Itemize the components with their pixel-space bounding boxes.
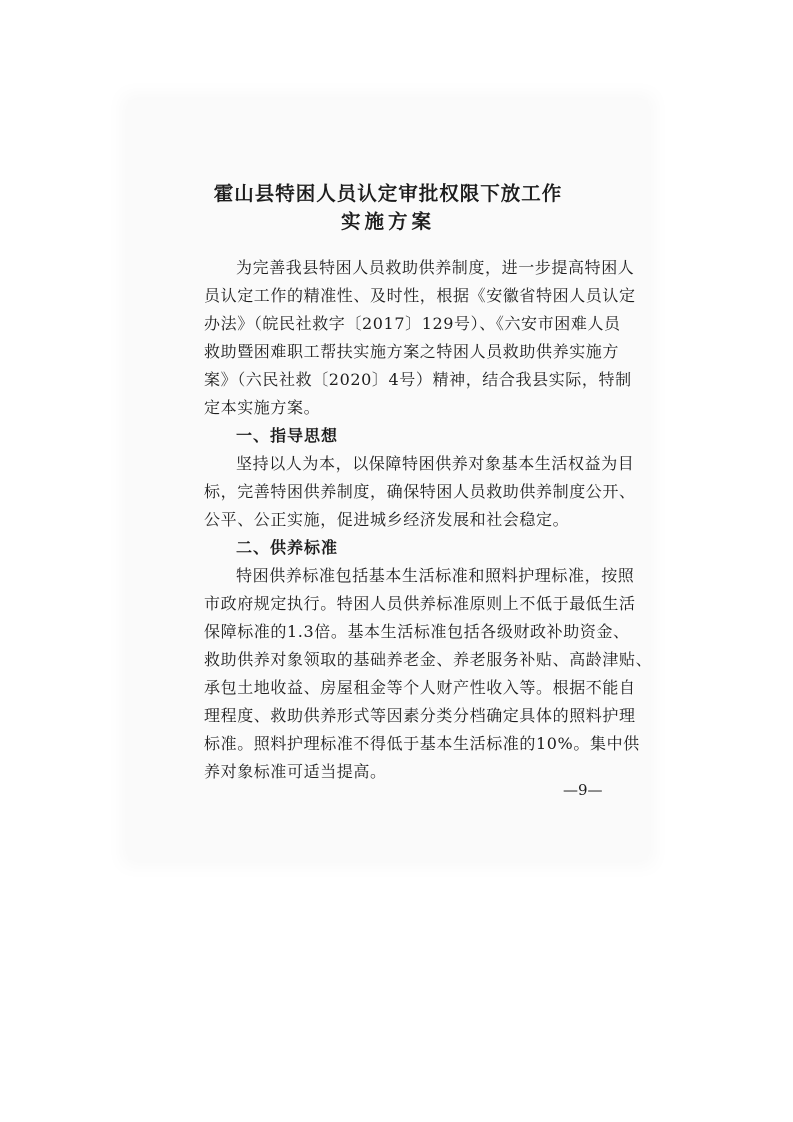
intro-line: 定本实施方案。: [204, 398, 321, 417]
intro-line: 员认定工作的精准性、及时性，根据《安徽省特困人员认定: [204, 286, 636, 305]
section1-line: 公平、公正实施，促进城乡经济发展和社会稳定。: [204, 510, 570, 529]
intro-line: 办法》（皖民社救字〔2017〕129号）、《六安市困难人员: [204, 314, 621, 333]
section2-line: 理程度、救助供养形式等因素分类分档确定具体的照料护理: [204, 706, 636, 725]
section1-line: 坚持以人为本，以保障特困供养对象基本生活权益为目: [236, 454, 635, 473]
section2-line: 救助供养对象领取的基础养老金、养老服务补贴、高龄津贴、: [204, 650, 653, 669]
section1-line: 标，完善特困供养制度，确保特困人员救助供养制度公开、: [204, 482, 636, 501]
section2-line: 市政府规定执行。特困人员供养标准原则上不低于最低生活: [204, 594, 636, 613]
section-heading-guiding-ideology: 一、指导思想: [236, 426, 339, 445]
section2-line: 标准。照料护理标准不得低于基本生活标准的10%。集中供: [204, 734, 640, 753]
page-number: —9—: [563, 781, 603, 799]
section2-line: 保障标准的1.3倍。基本生活标准包括各级财政补助资金、: [204, 622, 630, 641]
document-title-line1: 霍山县特困人员认定审批权限下放工作: [213, 182, 563, 205]
section2-line: 养对象标准可适当提高。: [204, 762, 387, 781]
section-heading-support-standard: 二、供养标准: [236, 538, 339, 557]
section2-line: 特困供养标准包括基本生活标准和照料护理标准，按照: [236, 566, 635, 585]
intro-line: 为完善我县特困人员救助供养制度，进一步提高特困人: [236, 258, 635, 277]
document-title-line2: 实施方案: [340, 210, 435, 233]
section2-line: 承包土地收益、房屋租金等个人财产性收入等。根据不能自: [204, 678, 636, 697]
intro-line: 案》（六民社救〔2020〕4号）精神，结合我县实际，特制: [204, 370, 632, 389]
intro-line: 救助暨困难职工帮扶实施方案之特困人员救助供养实施方: [204, 342, 620, 361]
